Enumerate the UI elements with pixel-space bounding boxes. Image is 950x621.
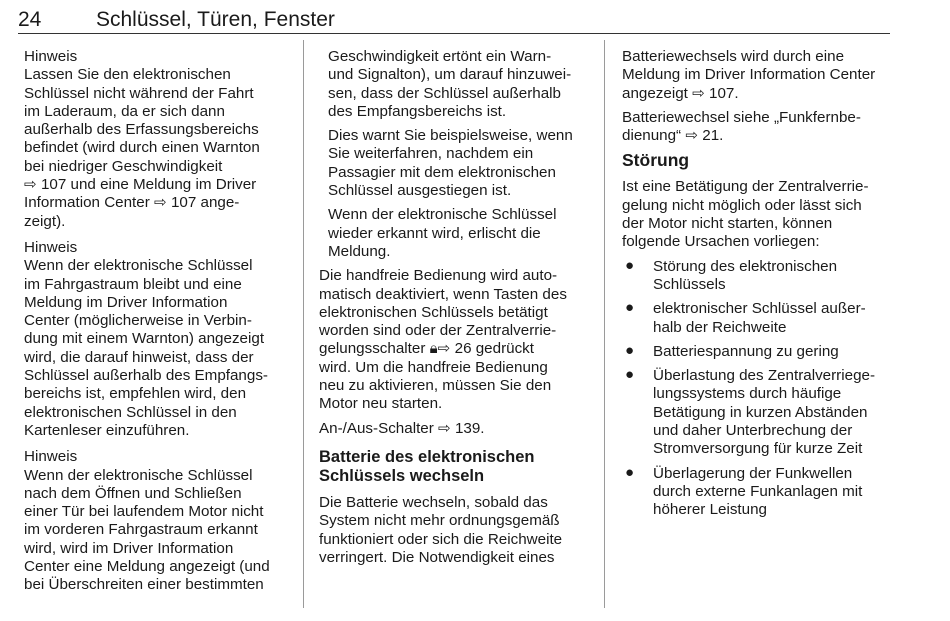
paragraph: Batteriewechsel siehe „Funkfernbe- dienung“ ⇨ 21. [622,108,861,145]
paragraph: An-/Aus-Schalter ⇨ 139. [319,419,485,437]
bullet-icon: ● [625,341,635,359]
note-text: Wenn der elektronische Schlüssel im Fahrgastraum bleibt und eine Meldung im Driver Information Center (möglicherweise in Verbin- dung mit einem Warnton) angezeigt wird, die darauf hinweist, dass der Schlüssel außerhalb des Empfangs- bereichs ist, empfehlen wird, den elektronischen Schlüssel in den Kartenleser einzuführen. [24,257,268,439]
paragraph: Dies warnt Sie beispielsweise, wenn Sie weiterfahren, nachdem ein Passagier mit dem elektronischen Schlüssel ausgestiegen ist. [328,127,573,200]
paragraph: Batteriewechsels wird durch eine Meldung im Driver Information Center angezeigt ⇨ 107. [622,48,876,102]
column-left [24,48,296,603]
bullet-icon: ● [625,256,635,274]
section-heading: Störung [622,150,690,171]
list-item [622,367,894,458]
note-continuation [319,48,595,261]
paragraph: Geschwindigkeit ertönt ein Warn- und Signalton), um darauf hinzuwei- sen, dass der Schlüssel außerhalb des Empfangsbereichs ist. [328,48,572,120]
note-label: Hinweis [24,238,78,256]
bullet-icon: ● [625,299,635,317]
bullet-icon: ● [625,366,635,384]
note-text: Lassen Sie den elektronischen Schlüssel nicht während der Fahrt im Laderaum, da er sich dann außerhalb des Erfassungsbereichs befindet (wird durch einen Warnton bei niedriger Geschwindigkeit ⇨ 107 und eine Meldung im Driver Information Center ⇨ 107 ange- zeigt). [24,66,260,230]
list-item-text: Batteriespannung zu gering [653,342,839,360]
note-label: Hinweis [24,48,78,65]
list-item-text: elektronischer Schlüssel außer- halb der Reichweite [653,300,866,336]
list-item [622,343,894,361]
cause-list [622,258,894,520]
bullet-icon: ● [625,463,635,481]
list-item-text: Störung des elektronischen Schlüssels [653,257,838,293]
list-item [622,465,894,520]
list-item [622,258,894,295]
page-number: 24 [18,8,42,31]
paragraph: Die handfreie Bedienung wird auto- matisch deaktiviert, wenn Tasten des elektronischen Schlüssels betätigt worden sind oder der Zentralverrie- gelungsschalter 🔒︎⇨ 26 gedrückt wird. Um die handfreie Bedienung neu zu aktivieren, müssen Sie den Motor neu starten. [319,267,567,413]
page-title: Schlüssel, Türen, Fenster [96,8,335,31]
page-header [18,6,890,34]
list-item [622,300,894,337]
paragraph: Die Batterie wechseln, sobald das System nicht mehr ordnungsgemäß funktioniert oder sich die Reichweite verringert. Die Notwendigkeit eines [319,493,563,566]
column-divider [303,40,304,608]
section-heading: Batterie des elektronischen Schlüssels wechseln [319,447,535,485]
column-right [622,48,894,526]
note-text: Wenn der elektronische Schlüssel nach dem Öffnen und Schließen einer Tür bei laufendem Motor nicht im vorderen Fahrgastraum erkannt wird, wird im Driver Information Center eine Meldung angezeigt (und bei Überschreiten einer bestimmten [24,466,270,594]
column-middle [319,48,595,573]
note-label: Hinweis [24,448,78,466]
paragraph: Wenn der elektronische Schlüssel wieder erkannt wird, erlischt die Meldung. [328,206,557,260]
column-divider [604,40,605,608]
list-item-text: Überlagerung der Funkwellen durch externe Funkanlagen mit höherer Leistung [653,464,863,519]
paragraph: Ist eine Betätigung der Zentralverrie- gelung nicht möglich oder lässt sich der Motor nicht starten, können folgende Ursachen vorliegen: [622,178,869,251]
list-item-text: Überlastung des Zentralverriege- lungssystems durch häufige Betätigung in kurzen Abständen und daher Unterbrechung der Stromversorgung für kurze Zeit [653,367,876,458]
